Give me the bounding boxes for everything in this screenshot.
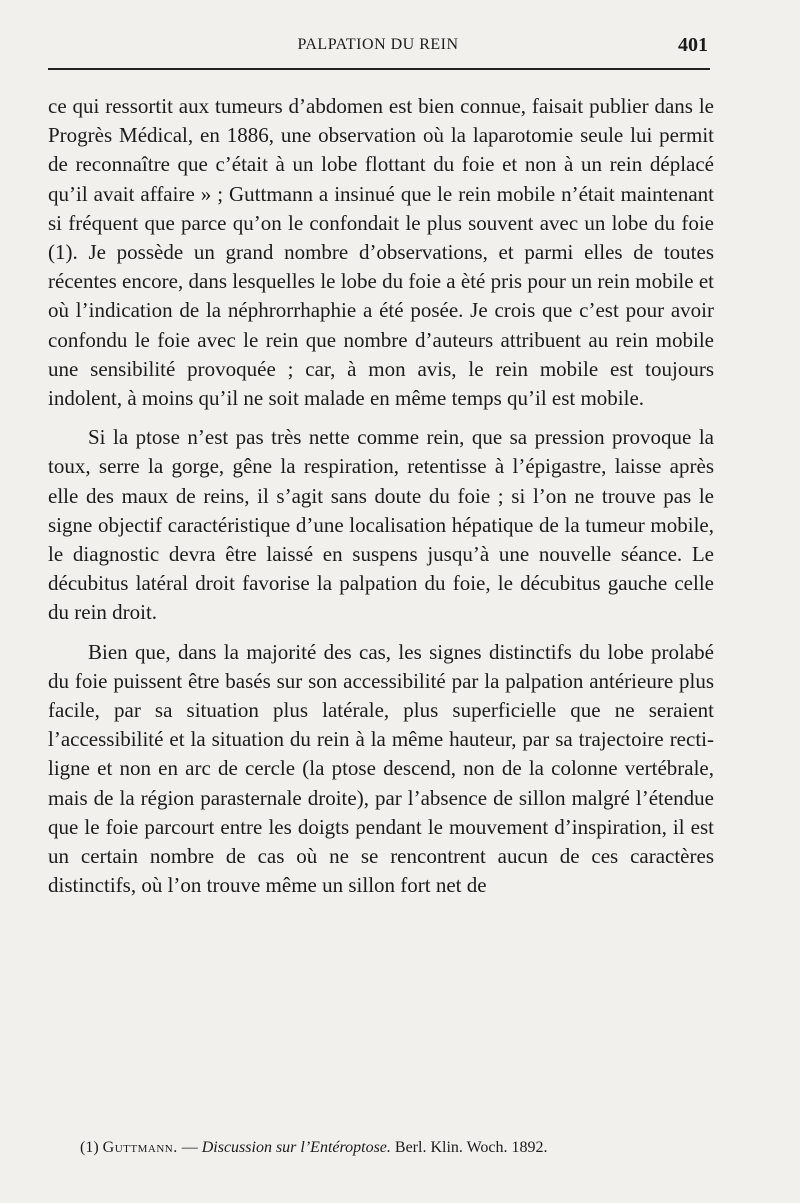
running-title: PALPATION DU REIN [297,36,459,53]
footnote-author: Guttmann. [102,1139,178,1156]
paragraph-ptose: Si la ptose n’est pas très nette comme rein, que sa pression provoque la toux, serre la gorge, gêne la respiration, retentisse à l’épigastre, laisse après elle des maux de reins, il s’agit sans doute du foie ; si l’on ne trouve pas le signe objectif caractéristique d’une localisation hépatique de la tumeur mobile, le diagnostic devra être laissé en suspens jusqu’à une nouvelle séance. Le décubitus latéral droit favorise la palpation du foie, le décubitus gauche celle du rein droit. [48,425,714,625]
footnote [80,1138,720,1158]
page-number: 401 [678,34,708,56]
footnote-marker: (1) [80,1139,99,1156]
running-head [48,34,708,62]
footnote-title: Discussion sur l’Entéroptose. [201,1139,391,1156]
paragraph-continued: ce qui ressortit aux tumeurs d’abdomen est bien connue, faisait publier dans le Progrès Médical, en 1886, une observation où la laparotomie seule lui permit de reconnaître que c’était à un lobe flottant du foie et non à un rein déplacé qu’il avait affaire » ; Guttmann a insinué que le rein mobile n’était maintenant si fréquent que parce qu’on le confondait le plus souvent avec un lobe du foie (1). Je possède un grand nombre d’observations, et parmi elles de toutes récentes encore, dans lesquelles le lobe du foie a èté pris pour un rein mobile et où l’indication de la néphrorrhaphie a été posée. Je crois que c’est pour avoir confondu le foie avec le rein que nombre d’auteurs attribuent au rein mobile une sensibilité provoquée ; car, à mon avis, le rein mobile est toujours indolent, à moins qu’il ne soit malade en même temps qu’il est mobile. [48,94,714,411]
header-rule [48,68,710,70]
body-text [48,92,714,900]
footnote-source: Berl. Klin. Woch. 1892. [394,1139,548,1156]
paragraph-signes-distinctifs: Bien que, dans la majorité des cas, les signes distinctifs du lobe prolabé du foie puissent être basés sur son accessibilité par la palpation antérieure plus facile, par sa situation plus latérale, plus superficielle que ne seraient l’accessibilité et la situation du rein à la même hauteur, par sa trajectoire rectiligne et non en arc de cercle (la ptose descend, non de la colonne vertébrale, mais de la région parasternale droite), par l’absence de sillon malgré l’étendue que le foie parcourt entre les doigts pendant le mouvement d’inspiration, il est un certain nombre de cas où ne se rencontrent aucun de ces caractères distinctifs, où l’on trouve même un sillon fort net de [48,639,714,898]
footnote-dash: — [181,1139,198,1156]
